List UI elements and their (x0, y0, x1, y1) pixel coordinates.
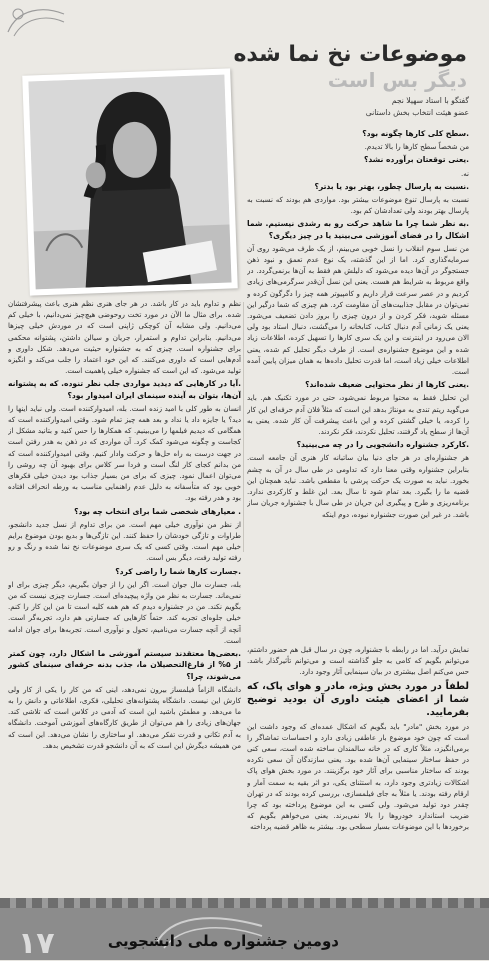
question: .بعضی‌ها معتقدند سیستم آموزشی ما اشکال دارد، چون کمتر از ۵% از فارغ‌التحصیلان ما، جذب بدنه حرفه‌ای سینمای کشور می‌شوند، چرا؟ (8, 649, 241, 681)
question: .کارکرد جشنواره دانشجویی را در چه می‌بینید؟ (296, 440, 469, 450)
answer: این تحلیل فقط به محتوا مربوط نمی‌شود، حتی در مورد تکنیک هم. باید می‌گوید ریتم تندی به مونتاژ بدهد این است که مثلاً فلان آدم حرفه‌ای این کار را کرده، یا خیلی گشتی کرده و این باعث پیشرفت آن کار شده. یعنی به آن‌ها از سطح یاد گرفتند، تحلیل نکردند، فکر نکردند. (247, 393, 469, 437)
interviewee-photo (22, 68, 238, 295)
question: . معیارهای شخصی شما برای انتخاب چه بود؟ (74, 506, 241, 516)
question-highlight: لطفاً در مورد بخش ویژه، مادر و هوای پاک، که شما از اعضای هیئت داوری آن بودید توضیح بفرمایید. (247, 680, 469, 718)
right-column (247, 128, 469, 640)
page-footer (0, 898, 489, 960)
left-column-top (8, 298, 241, 896)
answer: در مورد بخش "مادر" باید بگویم که اشکال عمده‌ای که وجود داشت این است که چون خود موضوع بار عاطفی زیادی دارد و احساسات تماشاگر را برمی‌انگیزد، مثلاً کاری که در خانه سالمندان ساخته شده است، سعی کنی در حفظ ساختار سینمایی آن‌ها شده بود. یعنی سازندگان آن سعی نکرده بودند که ساختار مناسبی برای آثار خود برگزینند. در مورد بخش هوای پاک اشکالات زیادتری وجود دارد، به استثنای یکی، دو اثر بقیه به سمت آمار و ارقام رفته بودند. یا مثلاً به جای فیلمسازی، بررسی کرده بودند که در تهران چقدر دود تولید می‌شود. ولی کسی به این موضوع پرداخته بود که چرا ضریب استاندارد خودروها را بالا نمی‌برند. یعنی می‌خواهم بگویم که برخوردها با این موضوعات بسیار سطحی بود. بیشتر به ظاهر قضیه پرداخته (247, 721, 469, 832)
festival-logo-icon (4, 2, 68, 42)
article-title: موضوعات نخ نما شده (233, 42, 467, 67)
credit-line-interviewer: گفتگو با استاد سهیلا نجم (391, 96, 469, 105)
answer: دانشگاه الزاماً فیلمساز بیرون نمی‌دهد، اینی که من کار را یکی از کار ولی کارش این نیست. دانشگاه پشتوانه‌های تحلیلی، فکری، اطلاعاتی و دانش را به ما می‌دهد. و مطمئن باشید این است که آدمی در کلاس است که تلاشی کند. جهان‌های زیادی را هم می‌توان از طریق کارگاه‌های آموزشی آموخت. دانشگاه به آدم تکانی و قدرت تفکر می‌دهد. او ساختاری را نشان می‌دهد. این است که من همیشه دیگرش این است که به آن دانشجو قدرت تشخیص بدهد. (8, 684, 241, 750)
page-number: ۱۷ (18, 926, 55, 961)
right-column-bottom (247, 644, 469, 896)
answer: نمایش درآید. اما در رابطه با جشنواره، چون در سال قبل هم حضور داشتم، می‌توانم بگویم که کامی به جلو گذاشته است و می‌توانم تأثیرگذار باشد. حس می‌کنم اصل بیشتری در بیان سینمایی آثار وجود دارد. (247, 645, 469, 677)
question: .سطح کلی کارها چگونه بود؟ (362, 129, 469, 138)
answer: از نظر من نوآوری خیلی مهم است. من برای تداوم از نسل جدید دانشجو، طراوات و تازگی خودشان را حفظ کنند. این تازگی‌ها و بدیع بودن موضوع برایم خیلی مهم است. وقتی کسی که یک سری موضوعات نخ نما شده و رنگ و رو رفته تولید رفت، دیگر بس است. (8, 519, 241, 563)
answer: نسبت به پارسال تنوع موضوعات بیشتر بود. مواردی هم بودند که نسبت به پارسال بهتر بودند ولی تعدادشان کم بود. (247, 195, 469, 216)
festival-name: دومین جشنواره ملی دانشجویی (107, 932, 339, 950)
interview-credit (249, 95, 469, 119)
column-divider (243, 302, 244, 552)
question: .آیا در کارهایی که دیدید مواردی جلب نظر تنوده. که به پشتوانه آن‌ها، بتوان به آینده سینمای ایران امیدوار بود؟ (8, 379, 241, 400)
answer: من شخصاً سطح کارها را بالا تدیدم. (364, 142, 469, 152)
question: .یعنی توقعتان برآورده نشد؟ (363, 155, 469, 165)
answer: نه. (460, 168, 469, 178)
question: .نسبت به پارسال چطور، بهتر بود یا بدتر؟ (314, 181, 469, 191)
credit-line-role: عضو هیئت انتخاب بخش داستانی (365, 108, 469, 117)
question: .یعنی کارها از نظر محتوایی ضعیف شده‌اند؟ (305, 380, 469, 390)
portrait-image (28, 75, 231, 290)
answer: بله، جسارت مال جوان است. اگر این را از جوان بگیریم، دیگر چیزی برای او نمی‌ماند. جسارت به نظر من واژه پیچیده‌ای است. جسارت چیزی نیست که من بگویم نکند. من در جشنواره دیدم که هم همه کلیه است تا من این کار را کنم. خیلی جلوه‌ای تجربه کند. حتماً کارهایی که جسارتی هم دارد، تجربه‌گر است. آنچه از آنچه جسارت می‌نامیم، تحول و نوآوری است. تجربه‌ها برای جوان ادامه است. (8, 579, 241, 645)
film-strip-decoration (0, 898, 489, 908)
answer: هر جشنواره‌ای در هر جای دنیا بیان ساتبانه کار هنری آن جامعه است. بنابراین جشنواره وقتی معنا دارد که تداومی در طی سال در آن به چشم بخورد. نباید به صورت یک حرکت پرشی با مقطعی باشد. نباید همچنان این قضیه ما را بگیرد. بعد تمام شود تا سال بعد. این غلط و کارکردی ندارد. برنامه‌ریزی و طرح و پیگیری این جریان در طی سال با جشنواره جریان ساز باشد. در غیر این صورت جشنواره نبوده، دوم اینکه (247, 453, 469, 519)
answer: انسان به طور کلی با امید زنده است. بله، امیدوارکننده است. ولی نباید اینها را دید؟ یا جایزه داد یا نداد و بعد همه چیز تمام شود. وقتی امیدوارکننده است که همگامی که دیدیم فیلمها را می‌بینیم. که همکارها را حس کنید و بتانید مشکل از کجاست و چگونه می‌شود کمک کرد. آن مواردی که در ذهن به هدر رفتن است در جهت درست به راه حل‌ها و حرکت وادار کنیم. وقتی امیدوارکننده است که من بدانم کجای کار لنگ است و فردا سر کلاس برای بهبود آن چه روشی را می‌توان اعمال نمود. چیزی که برای من بسیار جذاب بود دیدن خیلی فکرهای خوبی بود که متأسفانه به دلیل عدم راهنمایی مناسب به ورطه انحراف افتاده بود و هدر رفته بود. (8, 403, 241, 503)
answer: نظم و تداوم باید در کار باشد. در هر جای هنری نظم هنری باعث پیشرفتشان شده. برای مثال ما الآن در مورد تخت روحوضی هیچ‌چیز نمی‌دانیم، با خیلی کم می‌دانیم. ولی مشابه آن کوچکی ژاپنی است که در موردش خیلی چیزها می‌دانیم. بنابراین تداوم و استمرار، جریان و سیالن داشتن، پشتوانه محکمی برای جشنواره است. چیزی که به جشنواره حیثیت می‌دهد. شکل داوری و آدم‌هایی است که داوری می‌کنند. که این خود اعتماد را جلب می‌کند و انگیزه تولید می‌شود. که این است که جشنواره خیلی پاهمیت است. (8, 299, 241, 376)
question: .به نظر شما چرا ما شاهد حرکت رو به رشدی نیستیم. شما اشکال را در فضای آموزشی می‌بینید یا در چیز دیگری؟ (247, 219, 469, 240)
question: .جسارت کارها شما را راضی کرد؟ (115, 566, 241, 576)
article-subtitle: دیگر بس است (327, 68, 467, 92)
answer: من نسل سوم انقلاب را نسل خوبی می‌بینم، از یک طرف می‌شود روی آن سرمایه‌گذاری کرد. اما از این گذشته، یک نوع عدم تعمق و نبود ذهن جستجوگر در آن‌ها دیده می‌شود که دلیلش هم فقط به آن‌ها برنمی‌گردد. در واقع مربوط به شرایط هم هست. یعنی این نسل آن‌قدر سرگرمی‌های زیادی کردیم و در عصر سرعت قرار داریم و کامپیوتر همه چیز را دگرگون کرده و نمی‌توان در مقابل جذابیت‌های آن مقاومت کرد. هم چیزی که شما درگیر این مسئله شوید، فکر کردن و از درون چیزی را بروز دادن تضعیف می‌شود. یعنی یک زمانی آدم دنبال کتاب، کتابخانه را می‌گشت، دنبال استاد بود ولی الان می‌رود در اینترنت و این یک سری کارها را تسهیل کرده، اطلاعات زیاد شده و این موضوع جشنواره‌ی است. از طرف دیگر تحلیل کم شده، یعنی اطلاعات خیلی زیاد است، اما قدرت تحلیل داده‌ها به همان میزان پایین آمده است. (247, 243, 469, 377)
